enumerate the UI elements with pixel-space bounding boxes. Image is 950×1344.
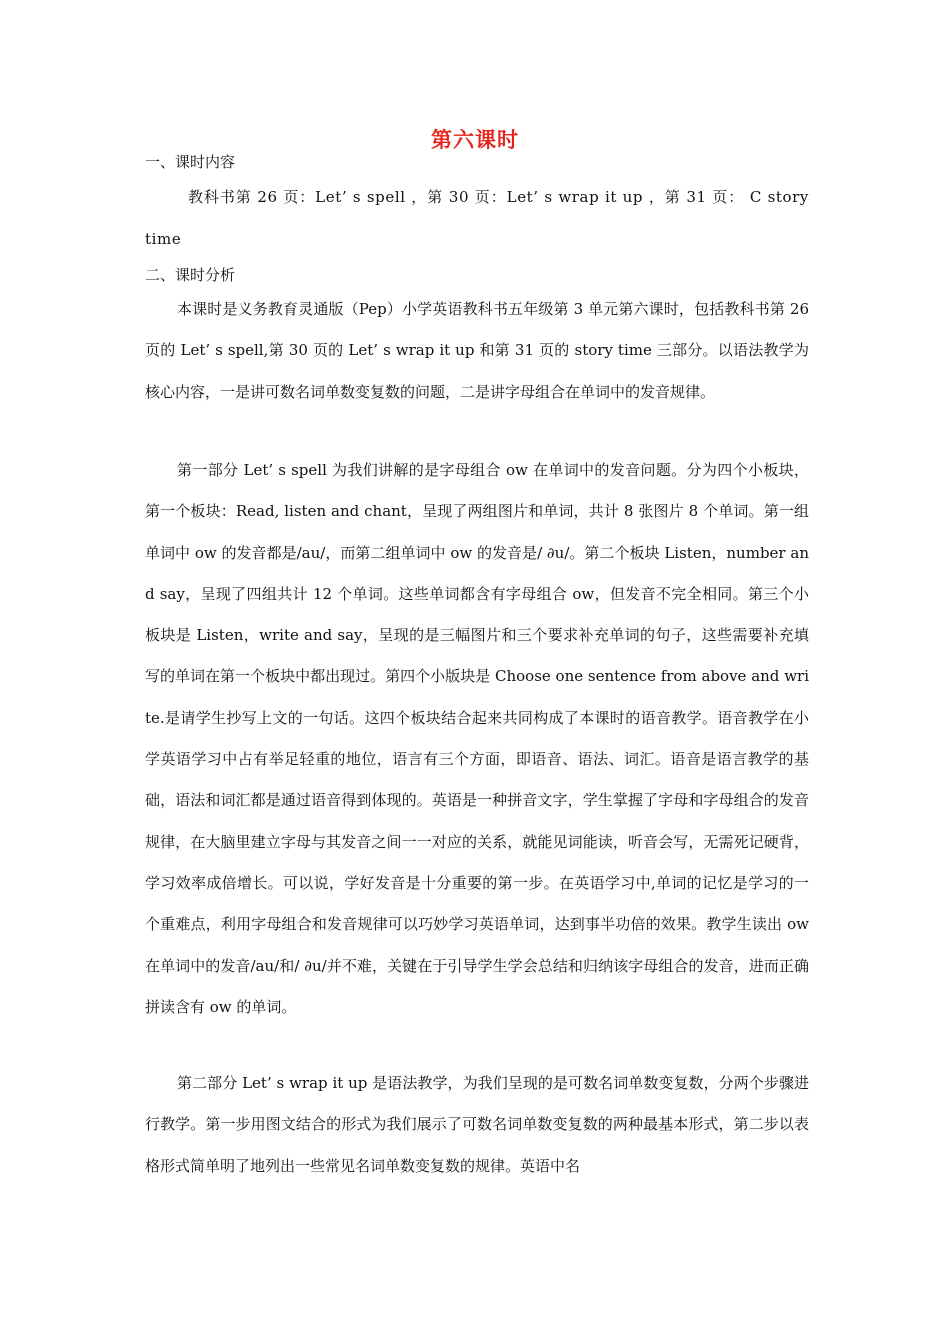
analysis-paragraph-2: 第一部分 Let’ s spell 为我们讲解的是字母组合 ow 在单词中的发音问题。分为四个小板块，第一个板块：Read, listen and chant，呈现了两组图片和单词，共计 8 张图片 8 个单词。第一组单词中 ow 的发音都是/au/，而第二组单词中 ow 的发音是/ ∂u/。第二个板块 Listen，number and say，呈现了四组共计 12 个单词。这些单词都含有字母组合 ow，但发音不完全相同。第三个小板块是 Listen，write and say，呈现的是三幅图片和三个要求补充单词的句子，这些需要补充填写的单词在第一个板块中都出现过。第四个小版块是 Choose one sentence from above and write.是请学生抄写上文的一句话。这四个板块结合起来共同构成了本课时的语音教学。语音教学在小学英语学习中占有举足轻重的地位，语言有三个方面，即语音、语法、词汇。语音是语言教学的基础，语法和词汇都是通过语音得到体现的。英语是一种拼音文字，学生掌握了字母和字母组合的发音规律，在大脑里建立字母与其发音之间一一对应的关系，就能见词能读，听音会写，无需死记硬背，学习效率成倍增长。可以说，学好发音是十分重要的第一步。在英语学习中,单词的记忆是学习的一个重难点，利用字母组合和发音规律可以巧妙学习英语单词，达到事半功倍的效果。教学生读出 ow 在单词中的发音/au/和/ ∂u/并不难，关键在于引导学生学会总结和归纳该字母组合的发音，进而正确拼读含有 ow 的单词。 bbox=[145, 461, 809, 1016]
page-title: 第六课时 bbox=[431, 128, 519, 152]
section-heading-analysis: 二、课时分析 bbox=[145, 266, 236, 284]
content-paragraph: 教科书第 26 页：Let’ s spell ，第 30 页：Let’ s wrap it up ，第 31 页： C story time bbox=[145, 188, 809, 248]
analysis-paragraph-1: 本课时是义务教育灵通版（Pep）小学英语教科书五年级第 3 单元第六课时，包括教科书第 26 页的 Let’ s spell,第 30 页的 Let’ s wrap it up 和第 31 页的 story time 三部分。以语法教学为核心内容，一是讲可数名词单数变复数的问题，二是讲字母组合在单词中的发音规律。 bbox=[145, 300, 809, 401]
analysis-paragraph-3: 第二部分 Let’ s wrap it up 是语法教学，为我们呈现的是可数名词单数变复数，分两个步骤进行教学。第一步用图文结合的形式为我们展示了可数名词单数变复数的两种最基本形式，第二步以表格形式简单明了地列出一些常见名词单数变复数的规律。英语中名 bbox=[145, 1074, 809, 1175]
section-heading-content: 一、课时内容 bbox=[145, 153, 236, 171]
